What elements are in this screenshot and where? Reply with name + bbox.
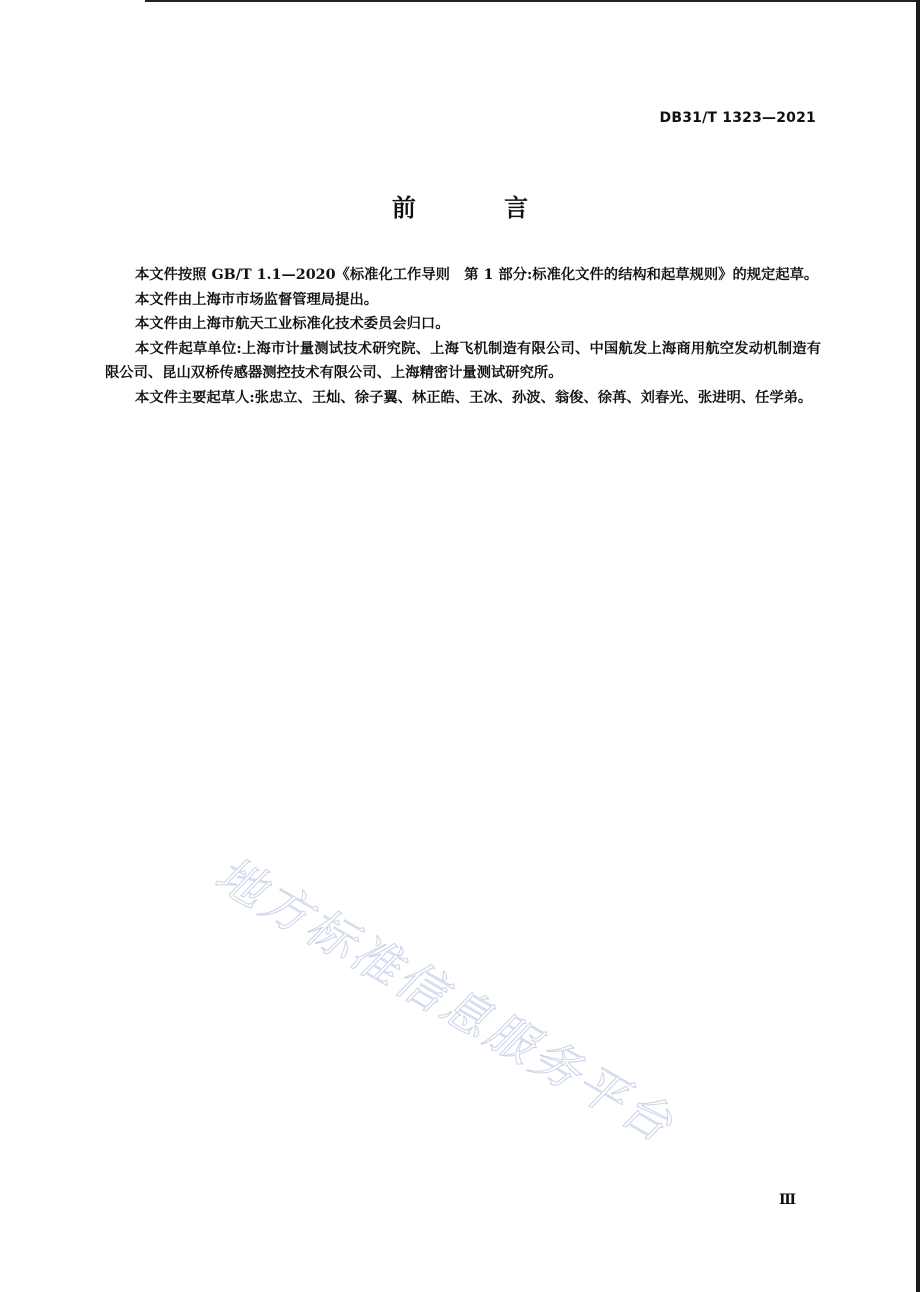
scan-top-border (145, 0, 920, 2)
section-title: 前 言 (391, 194, 569, 222)
paragraph-drafting-basis: 本文件按照 GB/T 1.1—2020《标准化工作导则 第 1 部分:标准化文件的结构和起草规则》的规定起草。 (135, 267, 819, 283)
paragraph-drafting-units: 本文件起草单位:上海市计量测试技术研究院、上海飞机制造有限公司、中国航发上海商用航空发动机制造有限公司、昆山双桥传感器测控技术有限公司、上海精密计量测试研究所。 (105, 340, 821, 381)
page-number: Ⅲ (778, 1192, 796, 1208)
watermark-text: 地方标准信息服务平台 (205, 846, 685, 1155)
paragraph-technical-committee: 本文件由上海市航天工业标准化技术委员会归口。 (135, 316, 450, 332)
document-code: DB31/T 1323—2021 (659, 110, 816, 126)
paragraph-proposer: 本文件由上海市市场监督管理局提出。 (135, 291, 379, 308)
paragraph-drafters: 本文件主要起草人:张忠立、王灿、徐子翼、林正皓、王冰、孙波、翁俊、徐苒、刘春光、张进明、任学弟。 (135, 389, 813, 406)
preface-body (105, 263, 821, 410)
